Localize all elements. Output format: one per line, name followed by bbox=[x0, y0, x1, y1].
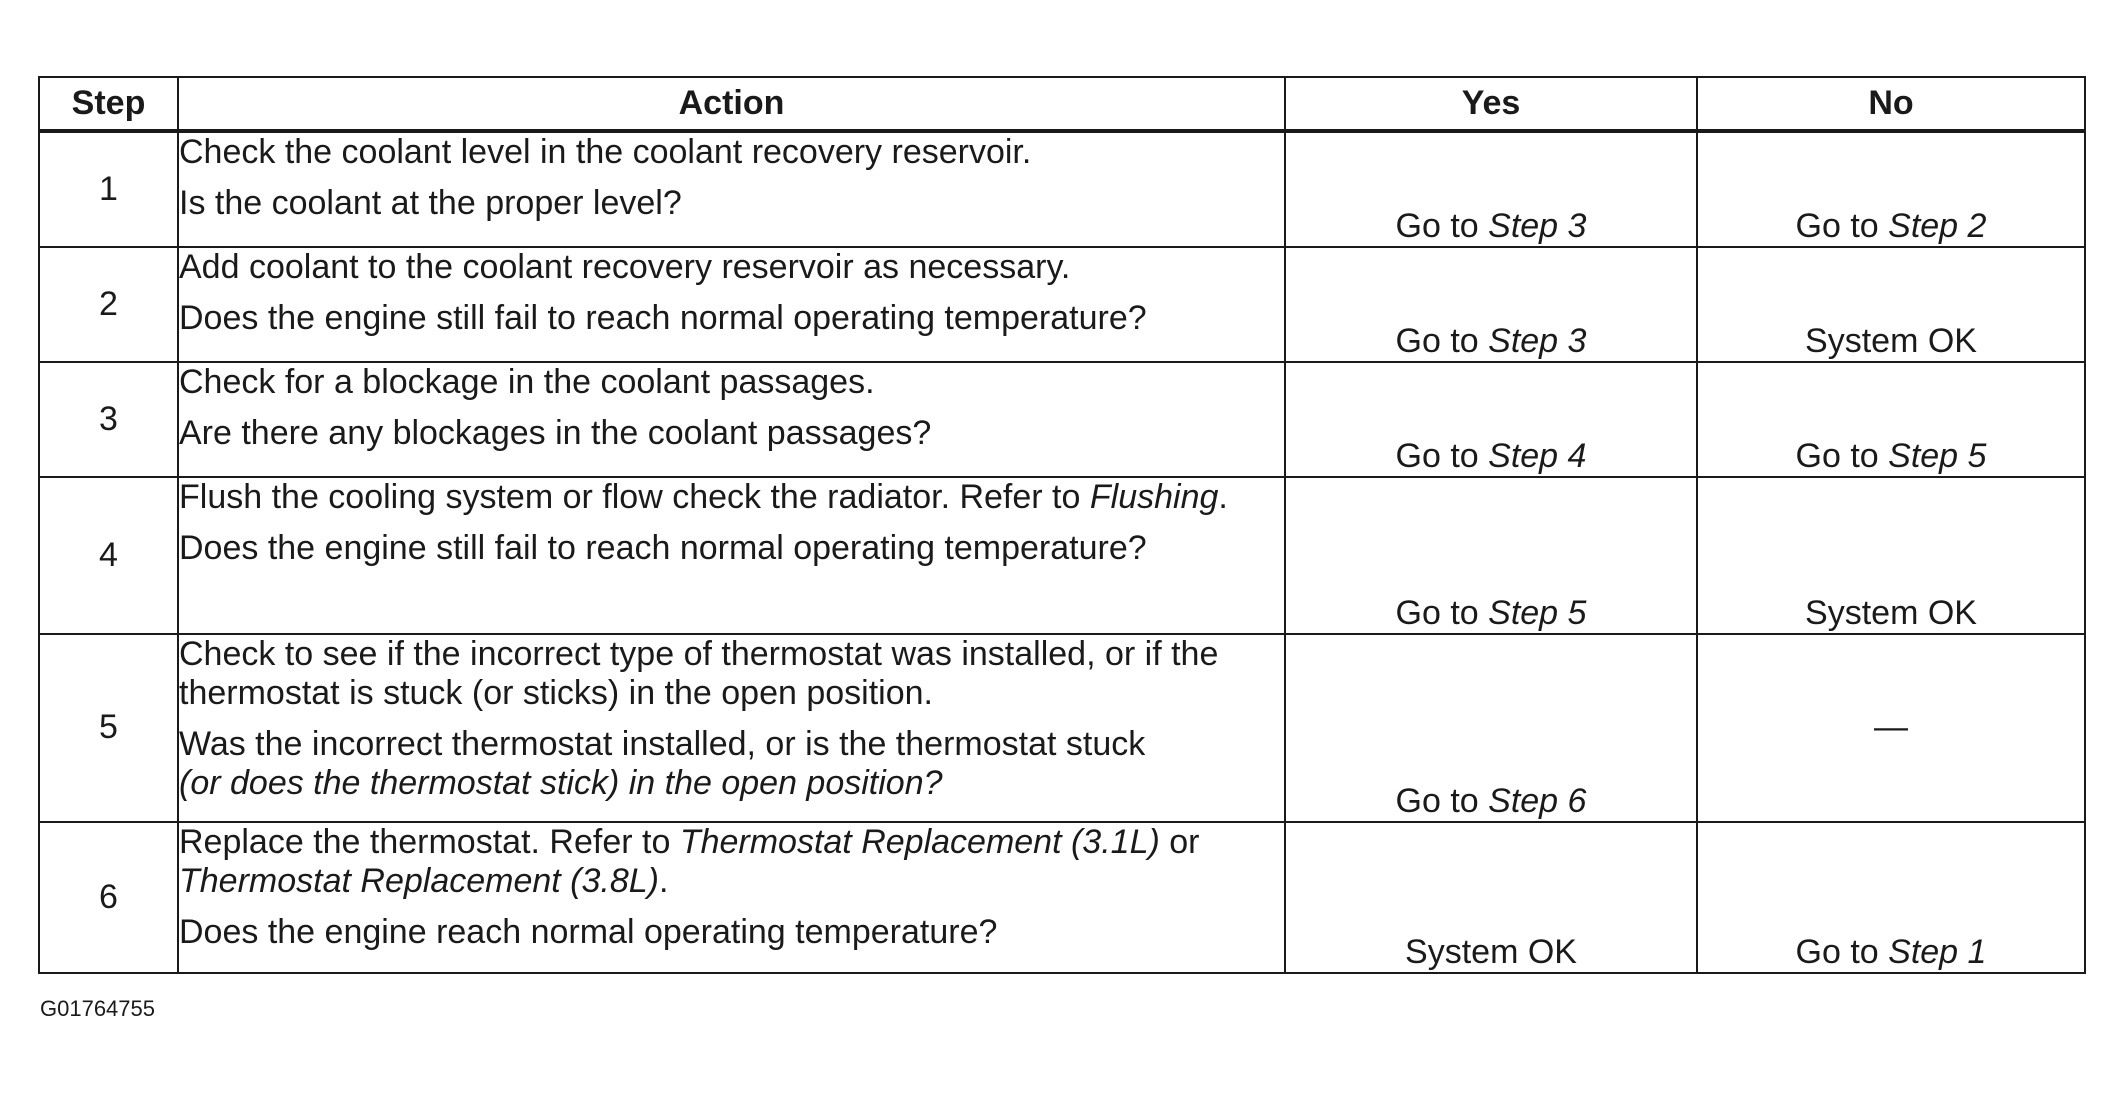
action-reference-2: Thermostat Replacement (3.8L) bbox=[179, 862, 659, 901]
step-number: 6 bbox=[39, 822, 178, 973]
no-step-link: Step 2 bbox=[1888, 206, 1987, 245]
action-cell bbox=[178, 362, 1285, 477]
action-cell bbox=[178, 822, 1285, 973]
no-prefix: Go to bbox=[1795, 436, 1889, 475]
action-reference-1: Thermostat Replacement (3.1L) bbox=[679, 823, 1160, 861]
action-question: Does the engine still fail to reach normal operating temperature? bbox=[179, 529, 1147, 568]
step-number: 1 bbox=[39, 131, 178, 247]
no-step-link: Step 1 bbox=[1888, 932, 1987, 971]
action-question bbox=[179, 725, 1284, 803]
yes-step-link: Step 4 bbox=[1488, 436, 1587, 475]
yes-step-link: Step 5 bbox=[1488, 593, 1587, 632]
yes-prefix: Go to bbox=[1395, 206, 1489, 245]
no-cell: System OK bbox=[1697, 247, 2085, 362]
action-text: Check to see if the incorrect type of thermostat was installed, or if the thermostat is stuck (or sticks) in the open position. bbox=[179, 635, 1219, 713]
action-question-line2: (or does the thermostat stick) in the open position? bbox=[179, 764, 943, 803]
yes-cell bbox=[1285, 477, 1697, 634]
no-cell bbox=[1697, 362, 2085, 477]
action-text: Check the coolant level in the coolant recovery reservoir. bbox=[179, 133, 1032, 171]
action-reference: Flushing bbox=[1089, 478, 1219, 516]
action-question: Does the engine reach normal operating temperature? bbox=[179, 913, 998, 952]
no-step-link: Step 5 bbox=[1888, 436, 1987, 475]
table-row bbox=[39, 634, 2085, 822]
action-question: Does the engine still fail to reach normal operating temperature? bbox=[179, 299, 1147, 338]
diagnostic-table bbox=[38, 76, 2086, 974]
action-text: Check for a blockage in the coolant passages. bbox=[179, 363, 875, 401]
yes-prefix: Go to bbox=[1395, 593, 1489, 632]
header-step: Step bbox=[39, 77, 178, 131]
yes-cell bbox=[1285, 131, 1697, 247]
table-row bbox=[39, 131, 2085, 247]
step-number: 3 bbox=[39, 362, 178, 477]
action-question: Are there any blockages in the coolant passages? bbox=[179, 414, 932, 453]
yes-step-link: Step 6 bbox=[1488, 781, 1587, 820]
action-text bbox=[179, 823, 1284, 901]
table-row bbox=[39, 362, 2085, 477]
action-cell bbox=[178, 247, 1285, 362]
yes-cell: System OK bbox=[1285, 822, 1697, 973]
action-text-end: . bbox=[1218, 478, 1228, 516]
step-number: 4 bbox=[39, 477, 178, 634]
yes-prefix: Go to bbox=[1395, 781, 1489, 820]
step-number: 2 bbox=[39, 247, 178, 362]
action-cell bbox=[178, 131, 1285, 247]
yes-cell bbox=[1285, 247, 1697, 362]
action-text-main: Flush the cooling system or flow check the radiator. Refer to bbox=[179, 478, 1090, 516]
header-action: Action bbox=[178, 77, 1285, 131]
table-row bbox=[39, 477, 2085, 634]
header-row bbox=[39, 77, 2085, 131]
action-text bbox=[179, 478, 1284, 517]
yes-cell bbox=[1285, 634, 1697, 822]
no-cell bbox=[1697, 822, 2085, 973]
yes-step-link: Step 3 bbox=[1488, 321, 1587, 360]
no-cell: System OK bbox=[1697, 477, 2085, 634]
action-text-main: Replace the thermostat. Refer to bbox=[179, 823, 680, 861]
action-cell bbox=[178, 634, 1285, 822]
yes-prefix: Go to bbox=[1395, 436, 1489, 475]
action-question-line1: Was the incorrect thermostat installed, or is the thermostat stuck bbox=[179, 725, 1146, 764]
action-question: Is the coolant at the proper level? bbox=[179, 184, 682, 223]
no-cell: — bbox=[1697, 634, 2085, 822]
header-no: No bbox=[1697, 77, 2085, 131]
no-prefix: Go to bbox=[1795, 932, 1889, 971]
action-cell bbox=[178, 477, 1285, 634]
no-cell bbox=[1697, 131, 2085, 247]
table-row bbox=[39, 247, 2085, 362]
yes-step-link: Step 3 bbox=[1488, 206, 1587, 245]
yes-cell bbox=[1285, 362, 1697, 477]
action-text-mid: or bbox=[1159, 823, 1200, 861]
header-yes: Yes bbox=[1285, 77, 1697, 131]
step-number: 5 bbox=[39, 634, 178, 822]
table-row bbox=[39, 822, 2085, 973]
action-text-end: . bbox=[658, 862, 669, 901]
figure-id: G01764755 bbox=[40, 996, 155, 1021]
no-prefix: Go to bbox=[1795, 206, 1889, 245]
yes-prefix: Go to bbox=[1395, 321, 1489, 360]
action-text: Add coolant to the coolant recovery reservoir as necessary. bbox=[179, 248, 1071, 286]
